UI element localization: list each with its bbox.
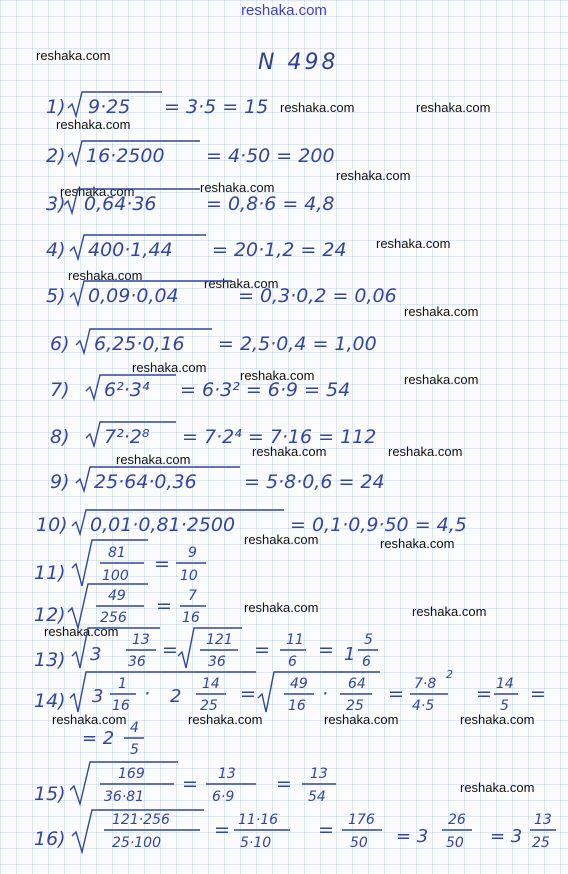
watermark: reshaka.com: [380, 536, 455, 551]
fraction-numerator: 176: [348, 812, 375, 828]
equals: =: [318, 639, 334, 661]
radicand: 0,09·0,04: [88, 285, 179, 307]
radicand: 25·64·0,36: [94, 471, 197, 493]
line-number: 8): [50, 426, 70, 448]
fraction-numerator: 14: [202, 676, 220, 692]
fraction-numerator: 14: [496, 676, 514, 692]
line-1: [46, 92, 268, 118]
fraction-denominator: 50: [350, 835, 368, 851]
watermark: reshaka.com: [376, 236, 451, 251]
fraction-numerator: 11·16: [238, 812, 279, 828]
line-7: [50, 375, 350, 401]
watermark: reshaka.com: [188, 712, 263, 727]
watermark: reshaka.com: [336, 168, 411, 183]
watermark: reshaka.com: [252, 444, 327, 459]
result: = 20·1,2 = 24: [212, 239, 347, 261]
mixed-whole: 3: [92, 686, 104, 707]
equals: =: [162, 639, 178, 661]
equals: =: [530, 683, 546, 705]
fraction-numerator: 7·8: [414, 676, 437, 692]
fraction-numerator: 1: [118, 676, 127, 692]
fraction-denominator: 4·5: [412, 698, 435, 714]
radicand: 0,64·36: [84, 193, 157, 215]
fraction-numerator: 9: [188, 545, 197, 561]
fraction-numerator: 13: [534, 812, 552, 828]
line-3: [46, 189, 335, 215]
equals: =: [214, 819, 230, 841]
line-2: [46, 141, 335, 167]
radicand: 400·1,44: [88, 239, 173, 261]
watermark: reshaka.com: [204, 276, 279, 291]
fraction-denominator: 5·10: [240, 835, 272, 851]
watermark: reshaka.com: [412, 604, 487, 619]
watermark: reshaka.com: [60, 184, 135, 199]
fraction-numerator: 13: [310, 766, 328, 782]
watermark: reshaka.com: [200, 180, 275, 195]
fraction-denominator: 36: [128, 654, 146, 670]
watermark: reshaka.com: [36, 48, 111, 63]
result: = 4·50 = 200: [206, 145, 335, 167]
fraction-numerator: 4: [130, 720, 139, 736]
watermark: reshaka.com: [244, 532, 319, 547]
watermark: reshaka.com: [68, 268, 143, 283]
watermark: reshaka.com: [44, 624, 119, 639]
watermark: reshaka.com: [240, 368, 315, 383]
fraction-denominator: 25·100: [112, 835, 161, 851]
fraction-numerator: 81: [108, 545, 126, 561]
fraction-numerator: 121: [206, 632, 233, 648]
watermark: reshaka.com: [460, 780, 535, 795]
line-9: [50, 467, 385, 493]
result: = 0,8·6 = 4,8: [206, 193, 335, 215]
fraction-denominator: 25: [532, 835, 550, 851]
equals: =: [182, 773, 198, 795]
line-number: 4): [46, 239, 66, 261]
watermark: reshaka.com: [388, 444, 463, 459]
result: = 7·2⁴ = 7·16 = 112: [182, 426, 377, 448]
line-number: 16): [34, 828, 66, 850]
result: = 3·5 = 15: [164, 96, 269, 118]
mixed-whole: = 3: [396, 826, 429, 847]
line-15: [34, 762, 336, 805]
line-12: [34, 584, 206, 628]
fraction-denominator: 6: [362, 654, 371, 670]
result: = 0,3·0,2 = 0,06: [238, 285, 397, 307]
equals: =: [154, 553, 170, 575]
equals: =: [156, 595, 172, 617]
radicand: 0,01·0,81·2500: [90, 514, 236, 536]
fraction-denominator: 6·9: [212, 789, 235, 805]
line-11: [34, 540, 206, 586]
fraction-numerator: 49: [290, 676, 308, 692]
watermark: reshaka.com: [280, 100, 355, 115]
equals: =: [240, 683, 256, 705]
line-number: 9): [50, 471, 70, 493]
fraction-numerator: 13: [218, 766, 236, 782]
watermark: reshaka.com: [416, 100, 491, 115]
result: = 2,5·0,4 = 1,00: [218, 333, 377, 355]
fraction-numerator: 11: [286, 632, 304, 648]
watermark: reshaka.com: [52, 712, 127, 727]
line-number: 2): [46, 145, 66, 167]
fraction-numerator: 49: [108, 588, 126, 604]
fraction-denominator: 50: [446, 835, 464, 851]
watermark: reshaka.com: [324, 712, 399, 727]
radicand: 6,25·0,16: [94, 333, 185, 355]
line-number: 7): [50, 379, 70, 401]
fraction-numerator: 5: [364, 632, 373, 648]
radicand: 7²·2⁸: [104, 426, 150, 448]
fraction-denominator: 36: [208, 654, 226, 670]
fraction-denominator: 54: [308, 789, 326, 805]
fraction-denominator: 5: [500, 698, 509, 714]
line-8: [50, 422, 376, 448]
line-number: 6): [50, 333, 70, 355]
result: = 6·3² = 6·9 = 54: [180, 379, 351, 401]
watermark: reshaka.com: [132, 360, 207, 375]
fraction-numerator: 7: [188, 588, 197, 604]
fraction-denominator: 25: [200, 698, 218, 714]
line-number: 10): [36, 514, 68, 536]
multiply-dot: ·: [322, 683, 329, 705]
equals: =: [254, 639, 270, 661]
equals: =: [276, 773, 292, 795]
fraction-numerator: 26: [448, 812, 466, 828]
line-number: 12): [34, 604, 66, 626]
mixed-whole: 2: [170, 686, 182, 707]
radicand: 6²·3⁴: [104, 379, 150, 401]
fraction-numerator: 121·256: [112, 812, 170, 828]
fraction-denominator: 16: [288, 698, 306, 714]
line-number: 14): [34, 690, 66, 712]
line-6: [50, 329, 377, 355]
result: = 5·8·0,6 = 24: [244, 471, 385, 493]
radicand: 9·25: [88, 96, 131, 118]
mixed-whole: 3: [90, 644, 102, 665]
fraction-denominator: 36·81: [104, 789, 145, 805]
line-13: [34, 628, 378, 671]
fraction-denominator: 16: [182, 610, 200, 626]
fraction-denominator: 100: [102, 568, 129, 584]
result: = 0,1·0,9·50 = 4,5: [290, 514, 467, 536]
mixed-whole: 1: [344, 644, 356, 665]
fraction-denominator: 16: [112, 698, 130, 714]
mixed-whole: = 3: [490, 826, 523, 847]
site-header[interactable]: reshaka.com: [241, 2, 327, 19]
fraction-numerator: 169: [118, 766, 145, 782]
line-number: 11): [34, 562, 66, 584]
line-14: [34, 668, 546, 758]
superscript: 2: [446, 668, 453, 681]
line-number: 3): [46, 193, 66, 215]
line-number: 5): [46, 285, 66, 307]
fraction-numerator: 13: [132, 632, 150, 648]
watermark: reshaka.com: [404, 372, 479, 387]
fraction-denominator: 25: [346, 698, 364, 714]
watermark: reshaka.com: [56, 117, 131, 132]
line-10: [36, 510, 467, 536]
fraction-denominator: 256: [100, 610, 127, 626]
watermark: reshaka.com: [244, 600, 319, 615]
line-number: 15): [34, 783, 66, 805]
line-4: [46, 235, 347, 261]
line-number: 13): [34, 649, 66, 671]
fraction-denominator: 10: [180, 568, 198, 584]
watermark: reshaka.com: [404, 304, 479, 319]
line-number: 1): [46, 96, 66, 118]
line-5: [46, 281, 397, 307]
equals: =: [476, 683, 492, 705]
equals: =: [318, 819, 334, 841]
line-16: [34, 810, 556, 852]
watermark: reshaka.com: [116, 452, 191, 467]
radicand: 16·2500: [86, 145, 165, 167]
equals: =: [388, 683, 404, 705]
fraction-numerator: 64: [348, 676, 366, 692]
mixed-whole: = 2: [82, 728, 115, 749]
task-title: N 498: [258, 50, 339, 75]
fraction-denominator: 5: [130, 742, 139, 758]
fraction-denominator: 6: [288, 654, 297, 670]
multiply-dot: ·: [144, 683, 151, 705]
watermark: reshaka.com: [460, 712, 535, 727]
